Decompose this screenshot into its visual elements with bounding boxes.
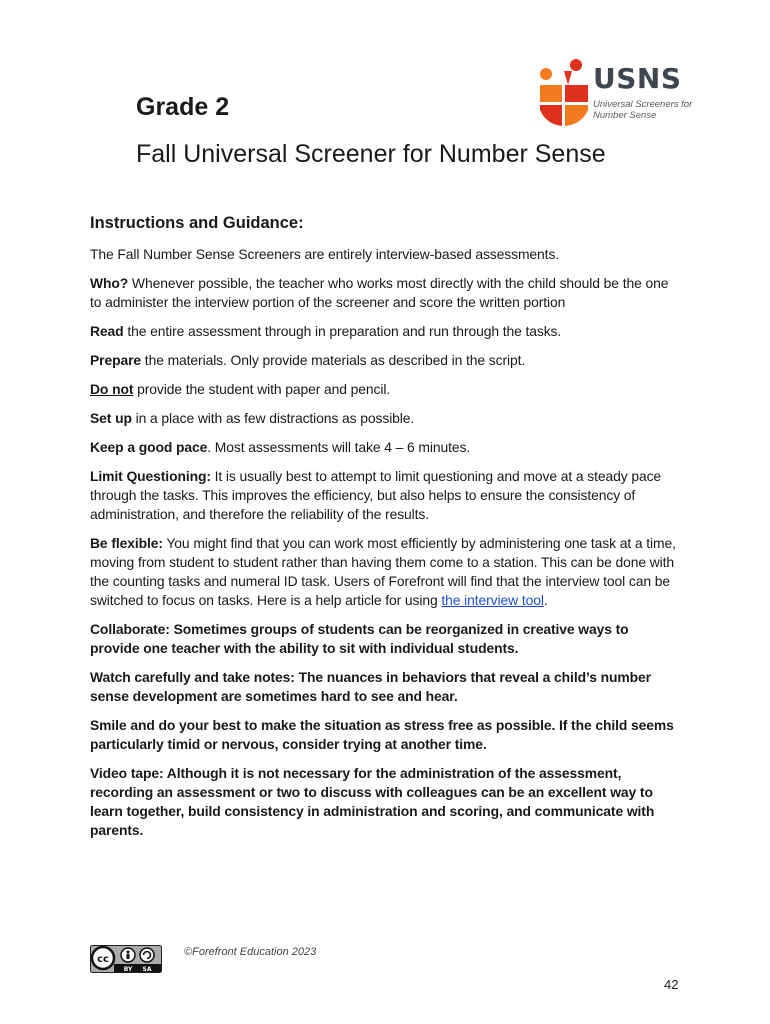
logo-subtitle [593, 99, 692, 121]
interview-tool-link[interactable]: the interview tool [441, 592, 544, 608]
logo-subtitle-line-2: Number Sense [593, 110, 657, 121]
limit-paragraph [90, 467, 680, 524]
read-text: the entire assessment through in preparation and run through the tasks. [123, 323, 562, 339]
prepare-paragraph [90, 351, 680, 370]
screener-title: Fall Universal Screener for Number Sense [136, 140, 606, 168]
setup-paragraph [90, 409, 680, 428]
logo-subtitle-line-1: Universal Screeners for [593, 99, 693, 110]
watch-text: : The nuances in behaviors that reveal a child’s number sense development are sometimes hard to see and hear. [90, 669, 651, 704]
instructions-section [90, 214, 680, 850]
limit-lead: Limit Questioning: [90, 468, 211, 484]
video-text: Although it is not necessary for the administration of the assessment, recording an assessment or two to discuss with colleagues can be an excellent way to learn together, build consistency in administration and scoring, and communicate with parents. [90, 765, 655, 838]
flexible-paragraph [90, 534, 680, 610]
collaborate-text: Sometimes groups of students can be reorganized in creative ways to provide one teacher with the ability to sit with individual students. [90, 621, 629, 656]
video-lead: Video tape: [90, 765, 164, 781]
sa-label: SA [142, 966, 152, 973]
donot-text: provide the student with paper and pencil. [133, 381, 391, 397]
pace-text: . Most assessments will take 4 – 6 minutes. [207, 439, 471, 455]
smile-paragraph [90, 716, 680, 754]
video-paragraph [90, 764, 680, 840]
page-number: 42 [664, 977, 679, 992]
donot-lead: Do not [90, 381, 134, 397]
flexible-text: You might find that you can work most efficiently by administering one task at a time, moving from student to student rather than having them come to a station. This can be done with the counting tasks and numeral ID task. Users of Forefront will find that the interview tool can be switched to focus on tasks. Here is a help article for using [90, 535, 676, 608]
section-heading: Instructions and Guidance: [90, 214, 304, 232]
prepare-text: the materials. Only provide materials as described in the script. [141, 352, 526, 368]
limit-text: It is usually best to attempt to limit questioning and move at a steady pace through the tasks. This improves the efficiency, but also helps to ensure the consistency of administration, and therefore the reliability of the results. [90, 468, 662, 522]
flexible-lead: Be flexible: [90, 535, 163, 551]
who-paragraph [90, 274, 680, 312]
usns-logo [538, 58, 698, 128]
read-paragraph [90, 322, 680, 341]
cc-by-sa-license-icon [90, 945, 162, 973]
watch-paragraph [90, 668, 680, 706]
flexible-end: . [543, 592, 548, 608]
collaborate-paragraph [90, 620, 680, 658]
usns-logo-mark-icon [538, 58, 590, 128]
cc-label: cc [97, 954, 109, 965]
by-label: BY [123, 966, 133, 973]
grade-title: Grade 2 [136, 93, 230, 121]
who-text: Whenever possible, the teacher who works most directly with the child should be the one to administer the interview portion of the screener and score the written portion [90, 275, 669, 310]
pace-paragraph [90, 438, 680, 457]
smile-lead: Smile [90, 717, 127, 733]
prepare-lead: Prepare [90, 352, 142, 368]
watch-lead: Watch carefully and take notes [90, 669, 291, 685]
read-lead: Read [90, 323, 124, 339]
logo-wordmark: USNS [593, 62, 682, 95]
setup-text: in a place with as few distractions as possible. [131, 410, 415, 426]
collaborate-lead: Collaborate: [90, 621, 170, 637]
smile-text: and do your best to make the situation as stress free as possible. If the child seems particularly timid or nervous, consider trying at another time. [90, 717, 674, 752]
intro-paragraph: The Fall Number Sense Screeners are entirely interview-based assessments. [90, 246, 560, 262]
copyright-text: ©Forefront Education 2023 [184, 946, 317, 958]
pace-lead: Keep a good pace [90, 439, 208, 455]
who-lead: Who? [90, 275, 129, 291]
donot-paragraph [90, 380, 680, 399]
setup-lead: Set up [90, 410, 132, 426]
